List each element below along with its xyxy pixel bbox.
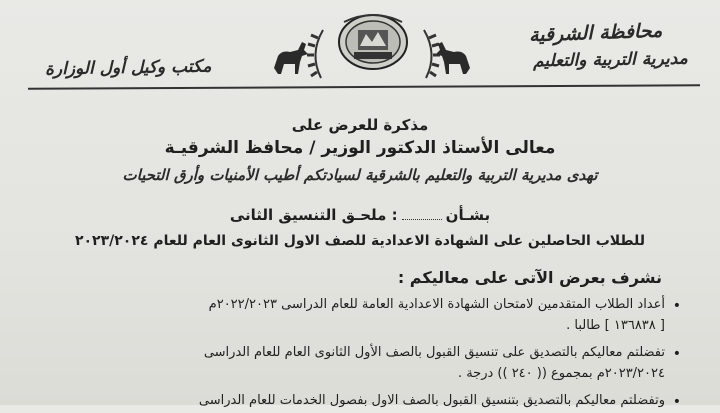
list-item-line: تفضلتم معاليكم بالتصديق على تنسيق القبول بالصف الأول الثانوى العام للعام الدراسى	[203, 345, 665, 360]
subject-line	[0, 206, 720, 224]
horse-right-icon	[432, 38, 476, 78]
intro-heading: نشرف بعرض الآتى على معاليكم :	[397, 268, 662, 287]
governorate-seal-icon	[334, 12, 412, 76]
bullet-icon: •	[672, 298, 681, 314]
list-item-line: [ ١٣٦٨٣٨ ] طالبا .	[566, 318, 665, 333]
addressee-line: معالى الأستاذ الدكتور الوزير / محافظ الشرقيـة	[164, 138, 556, 158]
greeting-line: تهدى مديرية التربية والتعليم بالشرقية لسيادتكم أطيب الأمنيات وأرق التحيات	[122, 166, 598, 184]
subject-label: بشـأن	[445, 206, 491, 224]
list-item-line: أعداد الطلاب المتقدمين لامتحان الشهادة الاعدادية العامة للعام الدراسى ٢٠٢٢/٢٠٢٣م	[208, 297, 665, 312]
horse-left-icon	[268, 38, 312, 78]
header-divider	[28, 84, 700, 90]
subject-text: : ملحـق التنسيق الثانى	[229, 206, 398, 224]
office-heading: مكتب وكيل أول الوزارة	[44, 56, 212, 80]
list-item-line: ٢٠٢٣/٢٠٢٤م بمجموع (( ٢٤٠ )) درجة .	[457, 366, 665, 381]
list-item-line: وتفضلتم معاليكم بالتصديق بتنسيق القبول بالصف الاول بفصول الخدمات للعام الدراسى	[198, 393, 665, 408]
list-item	[44, 390, 681, 411]
list-item	[44, 342, 681, 384]
bullet-icon: •	[672, 394, 681, 410]
governorate-heading: محافظة الشرقية	[528, 19, 663, 47]
subject-detail: للطلاب الحاصلين على الشهادة الاعدادية للصف الاول الثانوى العام للعام ٢٠٢٣/٢٠٢٤	[74, 233, 646, 249]
memo-title: مذكرة للعرض على	[291, 116, 429, 134]
directorate-heading: مديرية التربية والتعليم	[533, 48, 689, 72]
list-item	[44, 294, 681, 336]
bullet-icon: •	[672, 346, 681, 362]
subject-dots	[402, 219, 442, 220]
